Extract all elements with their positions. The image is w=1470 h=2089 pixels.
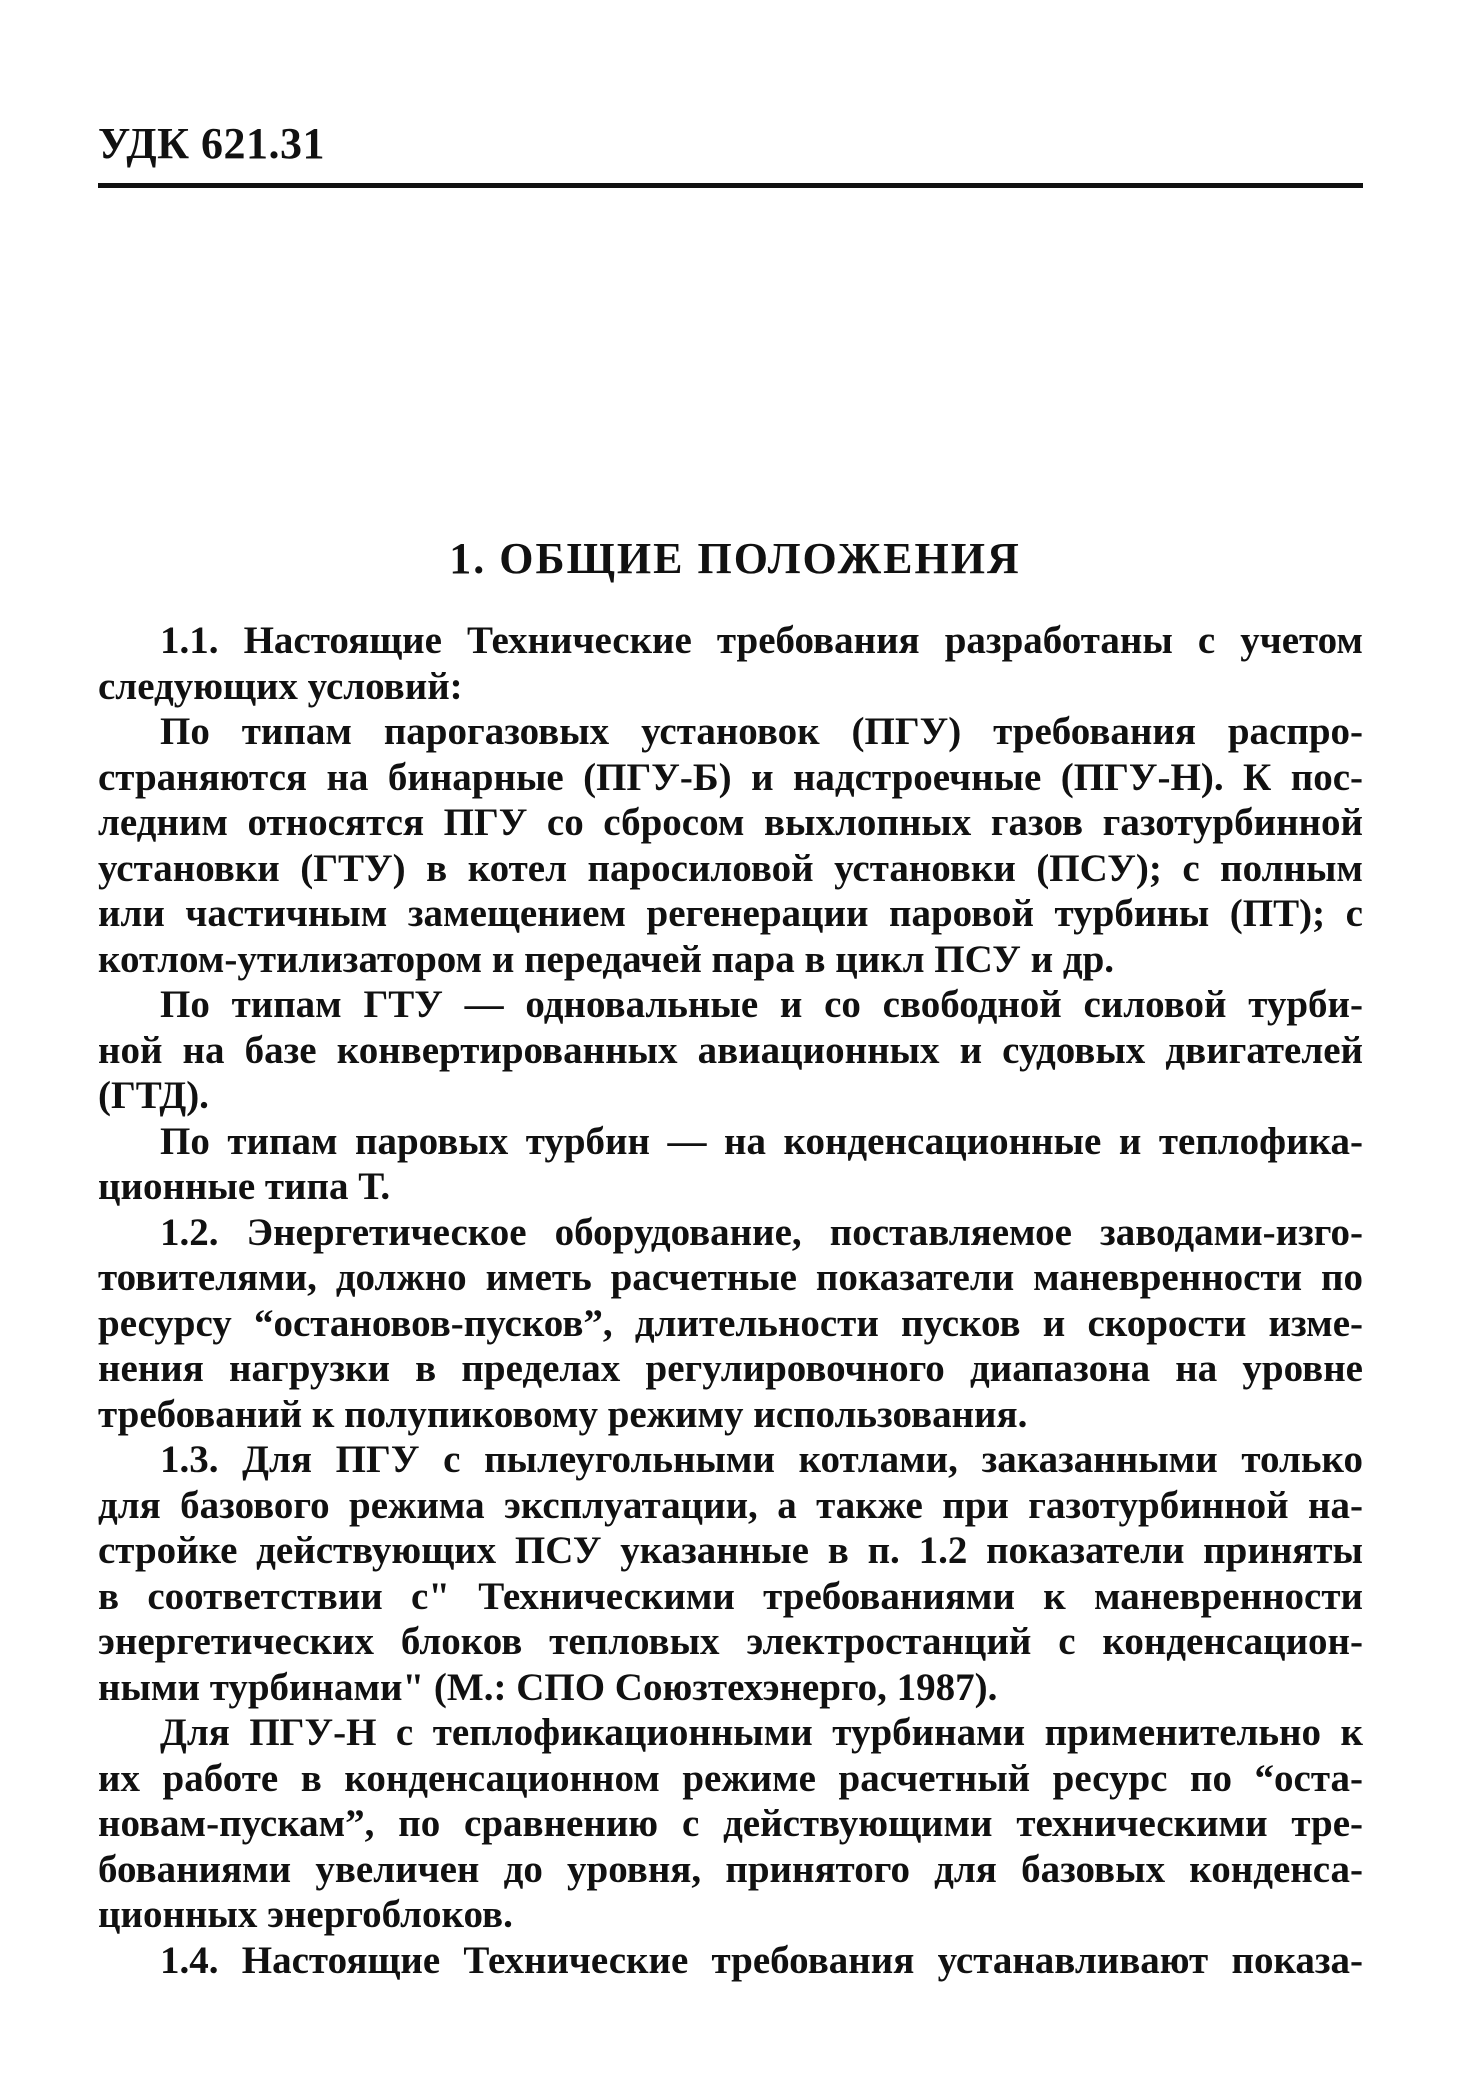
- text-line: новам-пускам”, по сравнению с действующими техническими тре-: [98, 1802, 1363, 1845]
- text-line: ционные типа Т.: [98, 1165, 391, 1208]
- text-line: По типам паровых турбин — на конденсационные и теплофика-: [160, 1119, 1363, 1163]
- text-line: или частичным замещением регенерации паровой турбины (ПТ); с: [98, 892, 1363, 935]
- text-line: 1.4. Настоящие Технические требования устанавливают показа-: [160, 1938, 1363, 1982]
- text-line: страняются на бинарные (ПГУ-Б) и надстроечные (ПГУ-Н). К пос-: [98, 755, 1363, 799]
- text-line: ресурсу “остановов-пусков”, длительности пусков и скорости изме-: [98, 1301, 1363, 1345]
- text-line: энергетических блоков тепловых электростанций с конденсацион-: [98, 1620, 1363, 1663]
- text-line: ционных энергоблоков.: [98, 1893, 513, 1936]
- text-line: бованиями увеличен до уровня, принятого для базовых конденса-: [98, 1847, 1363, 1891]
- header-divider: [98, 183, 1363, 188]
- text-line: установки (ГТУ) в котел паросиловой установки (ПСУ); с полным: [98, 846, 1363, 890]
- text-line: товителями, должно иметь расчетные показатели маневренности по: [98, 1256, 1363, 1299]
- text-line: По типам парогазовых установок (ПГУ) требования распро-: [160, 710, 1363, 753]
- text-line: для базового режима эксплуатации, а также при газотурбинной на-: [98, 1483, 1363, 1527]
- text-line: ными турбинами" (М.: СПО Союзтехэнерго, 1987).: [98, 1665, 998, 1709]
- text-line: ледним относятся ПГУ со сбросом выхлопных газов газотурбинной: [98, 801, 1363, 844]
- text-line: 1.1. Настоящие Технические требования разработаны с учетом: [160, 619, 1363, 662]
- text-line: следующих условий:: [98, 664, 463, 708]
- text-line: 1.2. Энергетическое оборудование, поставляемое заводами-изго-: [160, 1210, 1363, 1254]
- text-line: котлом-утилизатором и передачей пара в цикл ПСУ и др.: [98, 937, 1115, 981]
- text-line: Для ПГУ-Н с теплофикационными турбинами применительно к: [160, 1711, 1363, 1754]
- text-line: нения нагрузки в пределах регулировочного диапазона на уровне: [98, 1347, 1363, 1390]
- text-line: По типам ГТУ — одновальные и со свободной силовой турби-: [160, 983, 1363, 1026]
- text-line: ной на базе конвертированных авиационных и судовых двигателей: [98, 1028, 1363, 1072]
- text-line: (ГТД).: [98, 1074, 209, 1117]
- text-line: в соответствии с" Техническими требованиями к маневренности: [98, 1574, 1363, 1618]
- text-line: стройке действующих ПСУ указанные в п. 1.2 показатели приняты: [98, 1529, 1363, 1572]
- text-line: их работе в конденсационном режиме расчетный ресурс по “оста-: [98, 1756, 1363, 1800]
- udk-code: УДК 621.31: [98, 119, 326, 168]
- text-line: требований к полупиковому режиму использования.: [98, 1392, 1028, 1436]
- text-line: 1.3. Для ПГУ с пылеугольными котлами, заказанными только: [160, 1438, 1363, 1481]
- section-title: 1. ОБЩИЕ ПОЛОЖЕНИЯ: [449, 534, 1021, 583]
- document-body: [98, 618, 1363, 1983]
